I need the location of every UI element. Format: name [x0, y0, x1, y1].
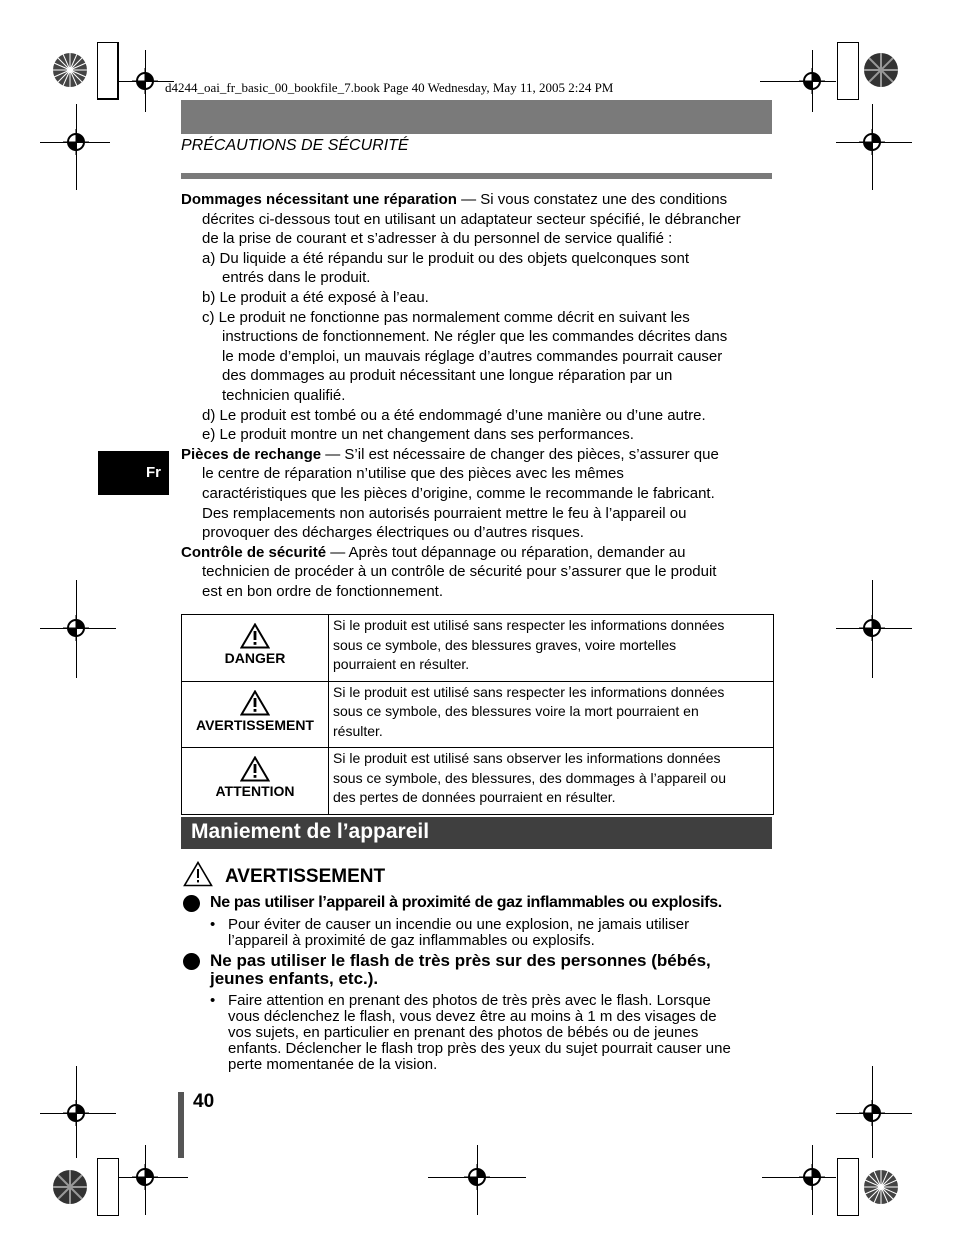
list-item: a) Du liquide a été répandu sur le produit ou des objets quelconques sont entrés dans le produit. — [202, 249, 689, 287]
bullet-dot-icon — [183, 895, 200, 912]
language-tab: Fr — [98, 451, 169, 495]
warning-triangle-icon — [183, 861, 213, 887]
section-title: Maniement de l’appareil — [181, 817, 772, 849]
header-bar — [181, 100, 772, 134]
warning-triangle-icon — [240, 623, 270, 649]
parts-paragraph: Pièces de rechange — S’il est nécessaire de changer des pièces, s’assurer que le centre de réparation n’utilise que des pièces avec les mêmes caractéristiques que les pièces d’origine, comme le recommande le fabricant. Des remplacements non autorisés pourraient mettre le feu à l’appareil ou provoquer des décharges électriques ou d’autres risques. — [181, 445, 719, 542]
table-row — [182, 748, 774, 815]
registration-target-icon — [132, 1164, 158, 1190]
running-head: PRÉCAUTIONS DE SÉCURITÉ — [181, 137, 409, 154]
check-term: Contrôle de sécurité — [181, 543, 327, 561]
symbol-label: AVERTISSEMENT — [196, 716, 314, 733]
symbol-description: Si le produit est utilisé sans respecter les informations données sous ce symbole, des blessures graves, voire mortelles pourraient en résulter. — [329, 615, 774, 682]
symbols-table — [181, 614, 774, 815]
registration-target-icon — [799, 68, 825, 94]
warning-title: AVERTISSEMENT — [225, 866, 386, 887]
symbol-label: DANGER — [224, 650, 286, 666]
list-item: c) Le produit ne fonctionne pas normalement comme décrit en suivant les instructions de fonctionnement. Ne régler que les commandes décrites dans le mode d’emploi, un mauvais réglage d’autres commandes pourrait causer des dommages au produit nécessitant une longue réparation par un technicien qualifié. — [202, 308, 728, 404]
symbol-description: Si le produit est utilisé sans respecter les informations données sous ce symbole, des blessures voire la mort pourraient en résulter. — [329, 681, 774, 748]
rule-heading: Ne pas utiliser l’appareil à proximité de gaz inflammables ou explosifs. — [210, 894, 722, 911]
registration-target-icon — [859, 1100, 885, 1126]
registration-target-icon — [799, 1164, 825, 1190]
symbol-cell — [182, 681, 329, 748]
page-number-bar — [178, 1092, 184, 1158]
registration-target-icon — [132, 68, 158, 94]
page-number: 40 — [193, 1091, 215, 1112]
list-item: d) Le produit est tombé ou a été endommagé d’une manière ou d’une autre. — [202, 406, 706, 424]
warning-triangle-icon — [240, 756, 270, 782]
rule-heading: Ne pas utiliser le flash de très près sur des personnes (bébés, jeunes enfants, etc.). — [210, 951, 711, 988]
list-item: b) Le produit a été exposé à l’eau. — [202, 288, 429, 306]
book-info-header: d4244_oai_fr_basic_00_bookfile_7.book Page 40 Wednesday, May 11, 2005 2:24 PM — [165, 80, 614, 95]
registration-target-icon — [63, 129, 89, 155]
starburst-mark-icon — [52, 1169, 88, 1205]
registration-target-icon — [859, 615, 885, 641]
repair-term: Dommages nécessitant une réparation — [181, 191, 457, 208]
warning-triangle-icon — [240, 690, 270, 716]
symbol-label: ATTENTION — [215, 783, 295, 799]
header-rule — [181, 173, 772, 179]
table-row — [182, 615, 774, 682]
repair-paragraph: Dommages nécessitant une réparation — Si vous constatez une des conditions décrites ci-dessous tout en utilisant un adaptateur secteur spécifié, le débrancher de la prise de courant et s’adresser à du personnel de service qualifié : — [181, 191, 741, 248]
list-item: e) Le produit montre un net changement dans ses performances. — [202, 426, 634, 444]
starburst-mark-icon — [52, 52, 88, 88]
starburst-mark-icon — [863, 52, 899, 88]
registration-target-icon — [464, 1164, 490, 1190]
table-row — [182, 681, 774, 748]
registration-target-icon — [859, 129, 885, 155]
symbol-cell — [182, 748, 329, 815]
symbol-cell — [182, 615, 329, 682]
parts-term: Pièces de rechange — [181, 445, 322, 463]
symbol-description: Si le produit est utilisé sans observer les informations données sous ce symbole, des blessures, des dommages à l’appareil ou des pertes de données pourraient en résulter. — [329, 748, 774, 815]
check-paragraph: Contrôle de sécurité — Après tout dépannage ou réparation, demander au technicien de procéder à un contrôle de sécurité pour s’assurer que le produit est en bon ordre de fonctionnement. — [181, 543, 717, 600]
registration-target-icon — [63, 1100, 89, 1126]
bullet-dot-icon — [183, 953, 200, 970]
starburst-mark-icon — [863, 1169, 899, 1205]
registration-target-icon — [63, 615, 89, 641]
repair-section — [181, 190, 773, 601]
